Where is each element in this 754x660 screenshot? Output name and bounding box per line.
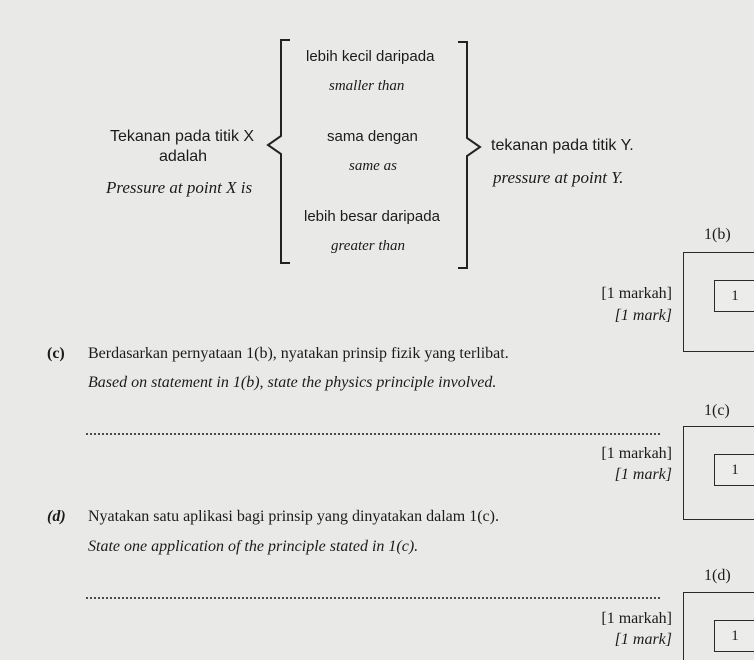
score-1d: 1 <box>714 620 754 652</box>
part-d-question-en: State one application of the principle stated in 1(c). <box>88 538 419 555</box>
option-brackets <box>0 0 754 300</box>
part-c-question-ms: Berdasarkan pernyataan 1(b), nyatakan prinsip fizik yang terlibat. <box>88 345 509 362</box>
left-bracket <box>268 40 290 263</box>
option-1-ms[interactable]: lebih kecil daripada <box>306 48 435 65</box>
part-c-label: (c) <box>47 345 65 362</box>
option-3-en[interactable]: greater than <box>331 238 406 254</box>
left-text-en: Pressure at point X is <box>106 178 253 197</box>
mark-en-1b: [1 mark] <box>614 307 672 324</box>
mark-ms-1c: [1 markah] <box>601 445 672 462</box>
option-2-ms[interactable]: sama dengan <box>327 128 418 145</box>
mark-en-1d: [1 mark] <box>614 631 672 648</box>
ref-label-1d: 1(d) <box>704 567 731 584</box>
part-d-label: (d) <box>47 508 66 525</box>
left-text-ms-line1: Tekanan pada titik X <box>110 128 255 145</box>
part-c-question-en: Based on statement in 1(b), state the physics principle involved. <box>88 374 497 391</box>
option-1-en[interactable]: smaller than <box>329 78 405 94</box>
right-bracket <box>458 42 480 268</box>
left-text-ms-line2: adalah <box>159 148 208 165</box>
answer-line-d[interactable] <box>86 597 660 599</box>
part-d-question-ms: Nyatakan satu aplikasi bagi prinsip yang dinyatakan dalam 1(c). <box>88 508 499 525</box>
ref-label-1c: 1(c) <box>704 402 730 419</box>
right-text-en: pressure at point Y. <box>493 168 624 187</box>
mark-ms-1d: [1 markah] <box>601 610 672 627</box>
mark-en-1c: [1 mark] <box>614 466 672 483</box>
score-1b: 1 <box>714 280 754 312</box>
score-1c: 1 <box>714 454 754 486</box>
option-2-en[interactable]: same as <box>349 158 397 174</box>
option-3-ms[interactable]: lebih besar daripada <box>304 208 440 225</box>
right-text-ms: tekanan pada titik Y. <box>491 137 634 154</box>
ref-label-1b: 1(b) <box>704 226 731 243</box>
mark-ms-1b: [1 markah] <box>601 285 672 302</box>
answer-line-c[interactable] <box>86 433 660 435</box>
